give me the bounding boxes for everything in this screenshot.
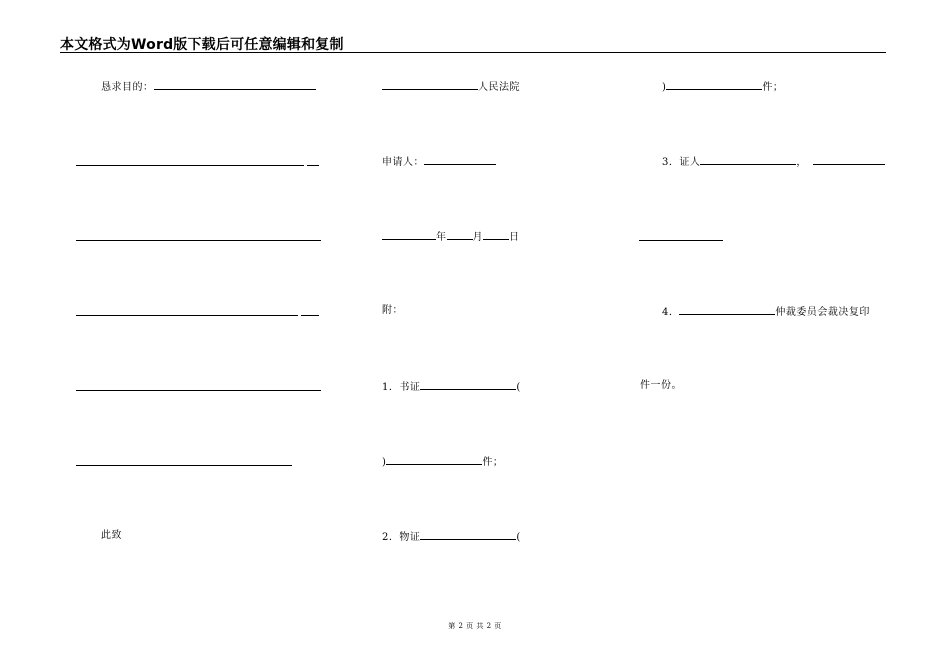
- item1-cont-line: [382, 455, 503, 469]
- attachment-label: 附：: [382, 305, 403, 316]
- item3-line: [662, 155, 885, 169]
- item2-prefix: 2．物证: [382, 532, 421, 543]
- blank-line: [307, 165, 319, 166]
- item3-prefix: 3．证人: [662, 157, 701, 168]
- blank-line: [639, 240, 723, 241]
- blank-line: [76, 165, 304, 166]
- item1-unit: 件；: [482, 457, 504, 468]
- purpose-label: 恳求目的：: [101, 82, 154, 93]
- applicant-line: [382, 155, 496, 169]
- blank-line: [76, 315, 298, 316]
- item2-blank: [420, 530, 516, 540]
- purpose-line: [101, 80, 316, 94]
- blank-line: [76, 390, 321, 391]
- item4-prefix: 4．: [662, 307, 680, 318]
- item1-prefix: 1．书证: [382, 382, 421, 393]
- closing-text: 此致: [101, 530, 122, 541]
- item1-paren: (: [516, 382, 521, 393]
- document-header: 本文格式为Word版下载后可任意编辑和复制: [60, 37, 344, 53]
- witness-blank-2: [813, 155, 885, 165]
- item3-comma: ，: [796, 157, 807, 168]
- blank-line: [76, 240, 321, 241]
- court-label: 人民法院: [478, 82, 520, 93]
- page-footer: 第 2 页 共 2 页: [448, 622, 502, 630]
- item2-paren: (: [516, 532, 521, 543]
- applicant-label: 申请人：: [382, 157, 424, 168]
- month-label: 月: [472, 232, 483, 243]
- month-blank: [447, 230, 473, 240]
- item1-line: [382, 380, 521, 394]
- day-blank: [483, 230, 509, 240]
- item4-cont: 件一份。: [640, 380, 682, 391]
- item4-text: 仲裁委员会裁决复印: [775, 307, 870, 318]
- cont-blank: [666, 80, 762, 90]
- court-line: [382, 80, 520, 94]
- cont-line: [662, 80, 783, 94]
- day-label: 日: [509, 232, 520, 243]
- item4-line: [662, 305, 870, 319]
- court-blank: [382, 80, 478, 90]
- blank-line: [301, 315, 319, 316]
- year-blank: [382, 230, 436, 240]
- item1-blank: [420, 380, 516, 390]
- applicant-blank: [424, 155, 496, 165]
- cont-close: ): [662, 82, 667, 93]
- item4-blank: [679, 305, 775, 315]
- year-label: 年: [436, 232, 447, 243]
- item1-close: ): [382, 457, 387, 468]
- item2-line: [382, 530, 521, 544]
- date-line: [382, 230, 520, 244]
- witness-blank: [700, 155, 796, 165]
- blank-line: [76, 465, 292, 466]
- item1-count-blank: [386, 455, 482, 465]
- purpose-blank: [154, 80, 316, 90]
- header-rule: [60, 52, 886, 53]
- cont-unit: 件；: [762, 82, 784, 93]
